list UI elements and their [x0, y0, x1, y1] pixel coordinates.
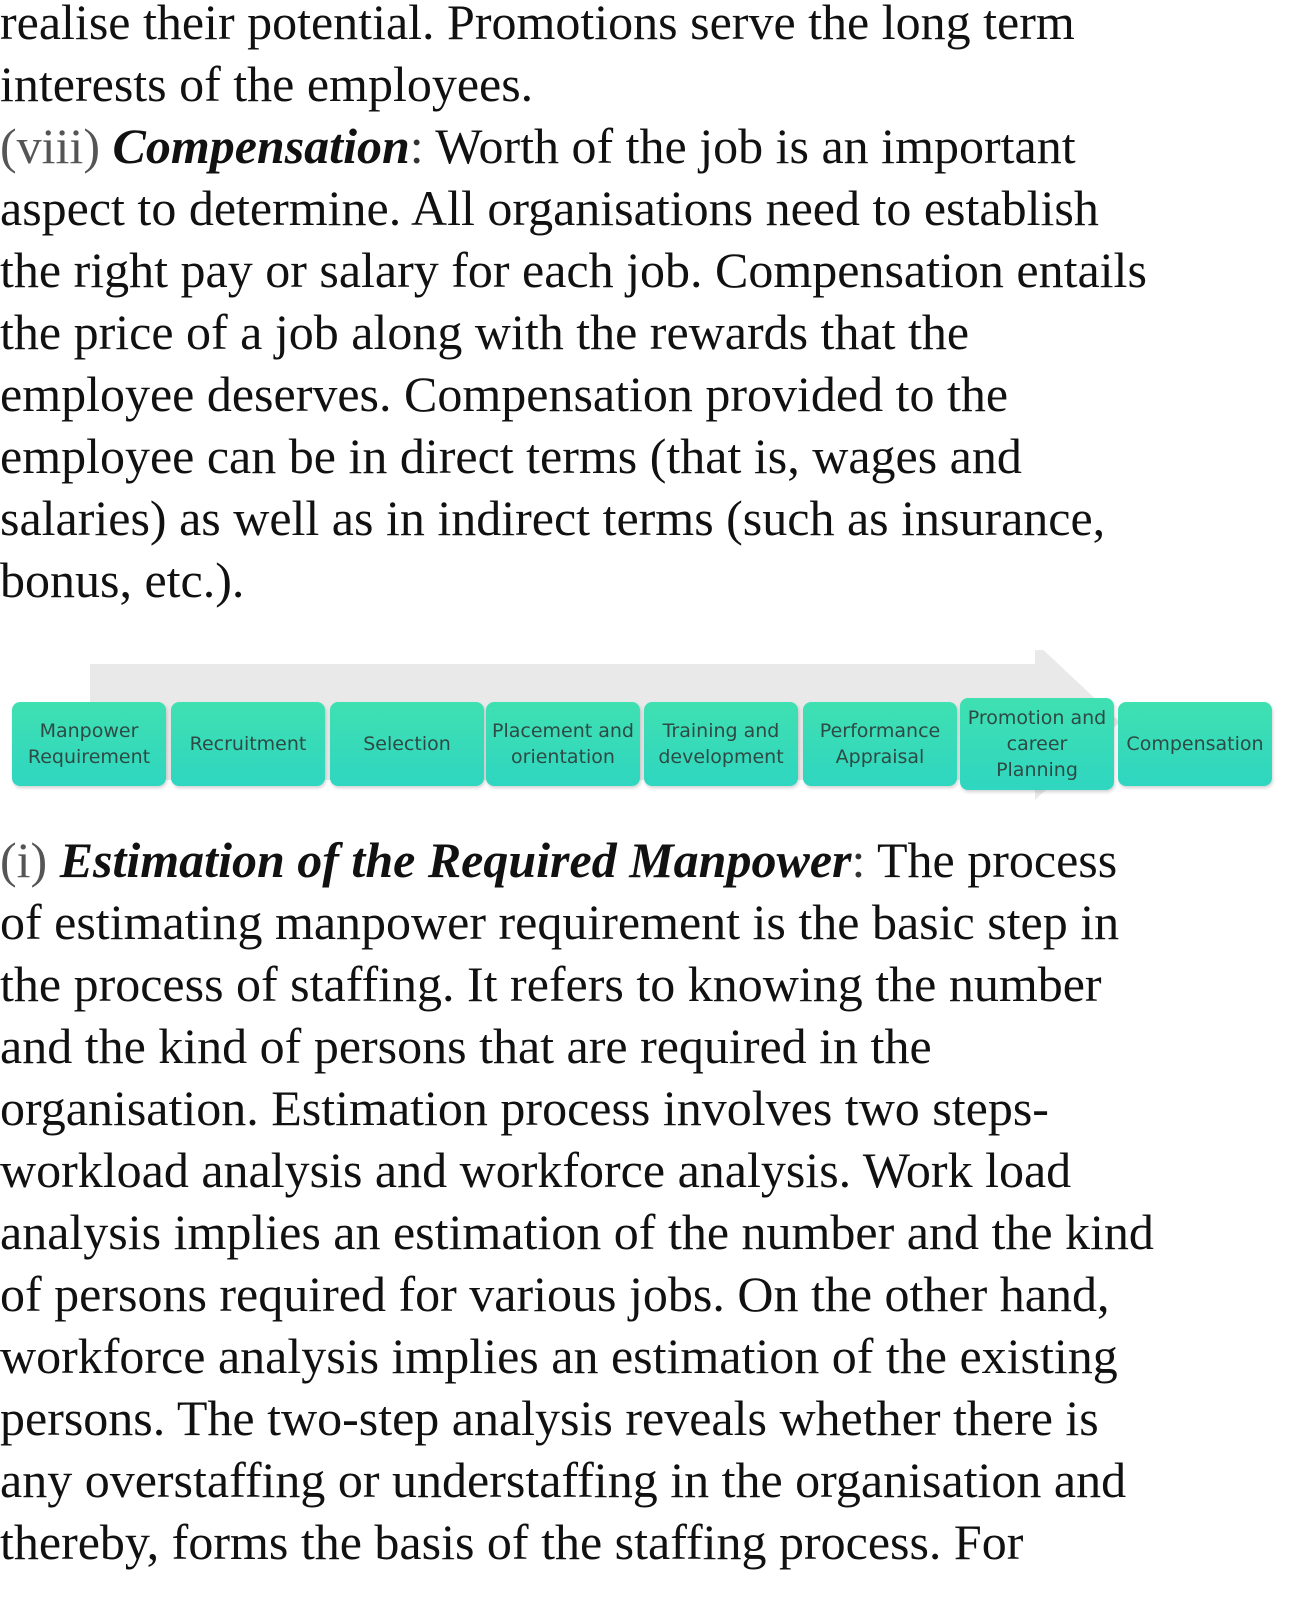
step-compensation: Compensation [1118, 702, 1272, 786]
item-colon: : [851, 832, 866, 888]
text-line: organisation. Estimation process involves two steps- [0, 1080, 1049, 1136]
text-line: the process of staffing. It refers to knowing the number [0, 956, 1102, 1012]
text-line: of persons required for various jobs. On the other hand, [0, 1266, 1110, 1322]
step-training-development: Training and development [644, 702, 798, 786]
step-recruitment: Recruitment [171, 702, 325, 786]
text-line: thereby, forms the basis of the staffing process. For [0, 1514, 1024, 1570]
item-term: Estimation of the Required Manpower [59, 832, 852, 888]
text-line: realise their potential. Promotions serve the long term [0, 0, 1075, 50]
item-number: (i) [0, 832, 60, 888]
text-line: workload analysis and workforce analysis. Work load [0, 1142, 1072, 1198]
item-text: The process [865, 832, 1118, 888]
text-line: of estimating manpower requirement is the basic step in [0, 894, 1120, 950]
step-selection: Selection [330, 702, 484, 786]
text-line: bonus, etc.). [0, 552, 245, 608]
text-line: persons. The two-step analysis reveals whether there is [0, 1390, 1099, 1446]
item-number: (viii) [0, 118, 113, 174]
text-line: employee deserves. Compensation provided to the [0, 366, 1009, 422]
step-placement-orientation: Placement and orientation [486, 702, 640, 786]
text-line: workforce analysis implies an estimation of the existing [0, 1328, 1118, 1384]
step-promotion-career-planning: Promotion and career Planning [960, 698, 1114, 790]
text-line: employee can be in direct terms (that is, wages and [0, 428, 1022, 484]
step-manpower-requirement: Manpower Requirement [12, 702, 166, 786]
step-performance-appraisal: Performance Appraisal [803, 702, 957, 786]
item-term: Compensation [112, 118, 410, 174]
estimation-heading-line [0, 828, 1117, 892]
compensation-heading-line [0, 114, 1076, 178]
text-line: aspect to determine. All organisations need to establish [0, 180, 1099, 236]
text-line: salaries) as well as in indirect terms (such as insurance, [0, 490, 1106, 546]
text-line: and the kind of persons that are required in the [0, 1018, 932, 1074]
item-text: Worth of the job is an important [423, 118, 1076, 174]
text-line: the price of a job along with the rewards that the [0, 304, 970, 360]
staffing-process-diagram [0, 650, 1310, 810]
text-line: the right pay or salary for each job. Compensation entails [0, 242, 1147, 298]
item-colon: : [409, 118, 424, 174]
text-line: any overstaffing or understaffing in the organisation and [0, 1452, 1127, 1508]
text-line: analysis implies an estimation of the number and the kind [0, 1204, 1154, 1260]
text-line: interests of the employees. [0, 56, 534, 112]
